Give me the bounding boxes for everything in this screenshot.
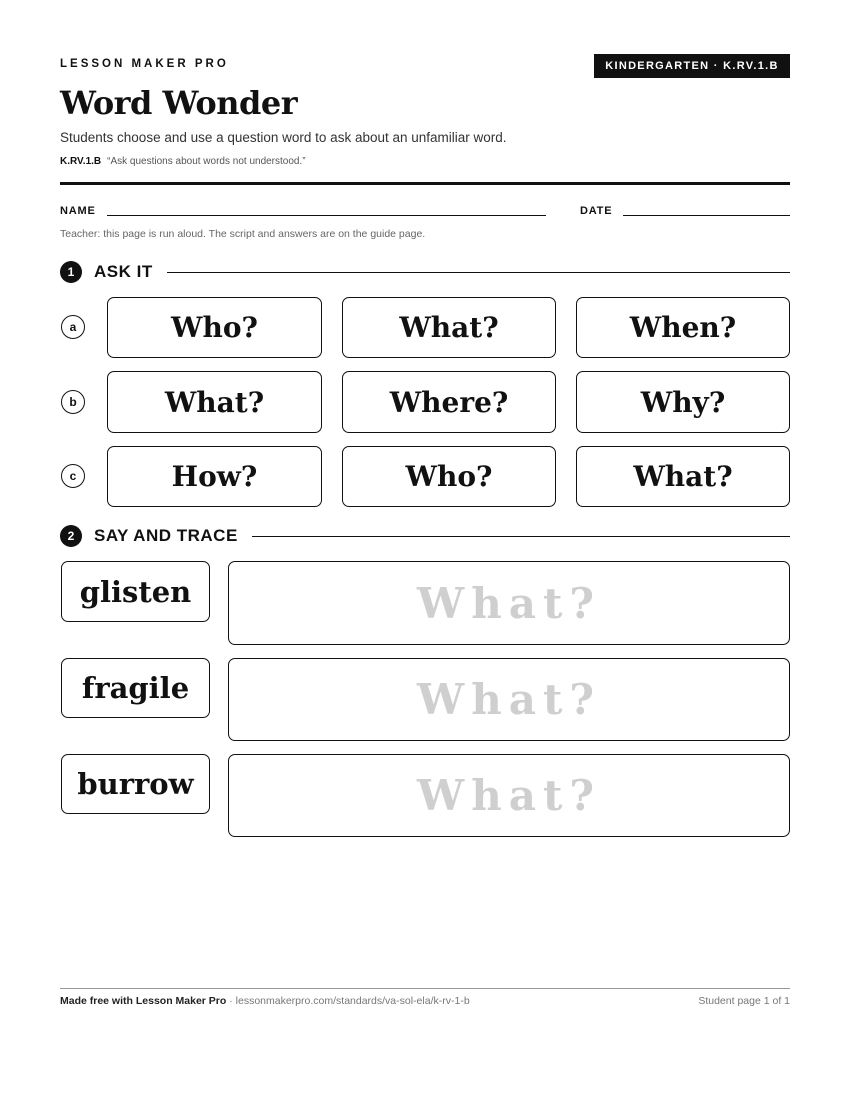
teacher-note: Teacher: this page is run aloud. The script and answers are on the guide page. xyxy=(60,228,426,240)
section-ask-it-header xyxy=(60,261,790,283)
footer-made-with: Made free with Lesson Maker Pro xyxy=(60,995,227,1007)
footer-separator: · xyxy=(226,995,236,1007)
footer-divider xyxy=(60,988,790,989)
vocabulary-word-card: fragile xyxy=(61,658,210,718)
header-divider xyxy=(60,182,790,185)
row-letter-b: b xyxy=(61,390,85,414)
grade-standard-badge: KINDERGARTEN · K.RV.1.B xyxy=(594,54,790,78)
section-number: 1 xyxy=(60,261,82,283)
page-subtitle: Students choose and use a question word to ask about an unfamiliar word. xyxy=(60,130,507,145)
question-word-option[interactable]: Who? xyxy=(107,297,322,358)
page-indicator: Student page 1 of 1 xyxy=(698,995,790,1007)
trace-area[interactable] xyxy=(228,658,790,741)
trace-text: What? xyxy=(417,771,601,820)
question-word-option[interactable]: Who? xyxy=(342,446,556,507)
question-word-option[interactable]: When? xyxy=(576,297,790,358)
section-title: ASK IT xyxy=(94,262,153,281)
vocabulary-word-card: glisten xyxy=(61,561,210,622)
section-rule xyxy=(252,536,790,537)
vocabulary-word-card: burrow xyxy=(61,754,210,814)
standard-text: “Ask questions about words not understood.” xyxy=(107,156,306,167)
section-say-and-trace-header xyxy=(60,525,790,547)
question-word-option[interactable]: What? xyxy=(576,446,790,507)
standard-line xyxy=(60,156,306,167)
trace-area[interactable] xyxy=(228,754,790,837)
name-label: NAME xyxy=(60,205,96,217)
trace-area[interactable] xyxy=(228,561,790,645)
date-label: DATE xyxy=(580,205,613,217)
section-title: SAY AND TRACE xyxy=(94,526,238,545)
question-word-option[interactable]: How? xyxy=(107,446,322,507)
row-letter-c: c xyxy=(61,464,85,488)
brand-name: LESSON MAKER PRO xyxy=(60,58,229,70)
name-field[interactable] xyxy=(107,215,546,216)
footer-credit xyxy=(60,995,470,1007)
section-number: 2 xyxy=(60,525,82,547)
question-word-option[interactable]: Where? xyxy=(342,371,556,433)
trace-text: What? xyxy=(417,578,601,628)
question-word-option[interactable]: What? xyxy=(342,297,556,358)
question-word-option[interactable]: Why? xyxy=(576,371,790,433)
footer-url-link[interactable]: lessonmakerpro.com/standards/va-sol-ela/k-rv-1-b xyxy=(235,995,470,1007)
question-word-option[interactable]: What? xyxy=(107,371,322,433)
section-rule xyxy=(167,272,790,273)
trace-text: What? xyxy=(417,675,601,724)
date-field[interactable] xyxy=(623,215,790,216)
row-letter-a: a xyxy=(61,315,85,339)
standard-code: K.RV.1.B xyxy=(60,156,102,167)
page-title: Word Wonder xyxy=(60,84,298,122)
